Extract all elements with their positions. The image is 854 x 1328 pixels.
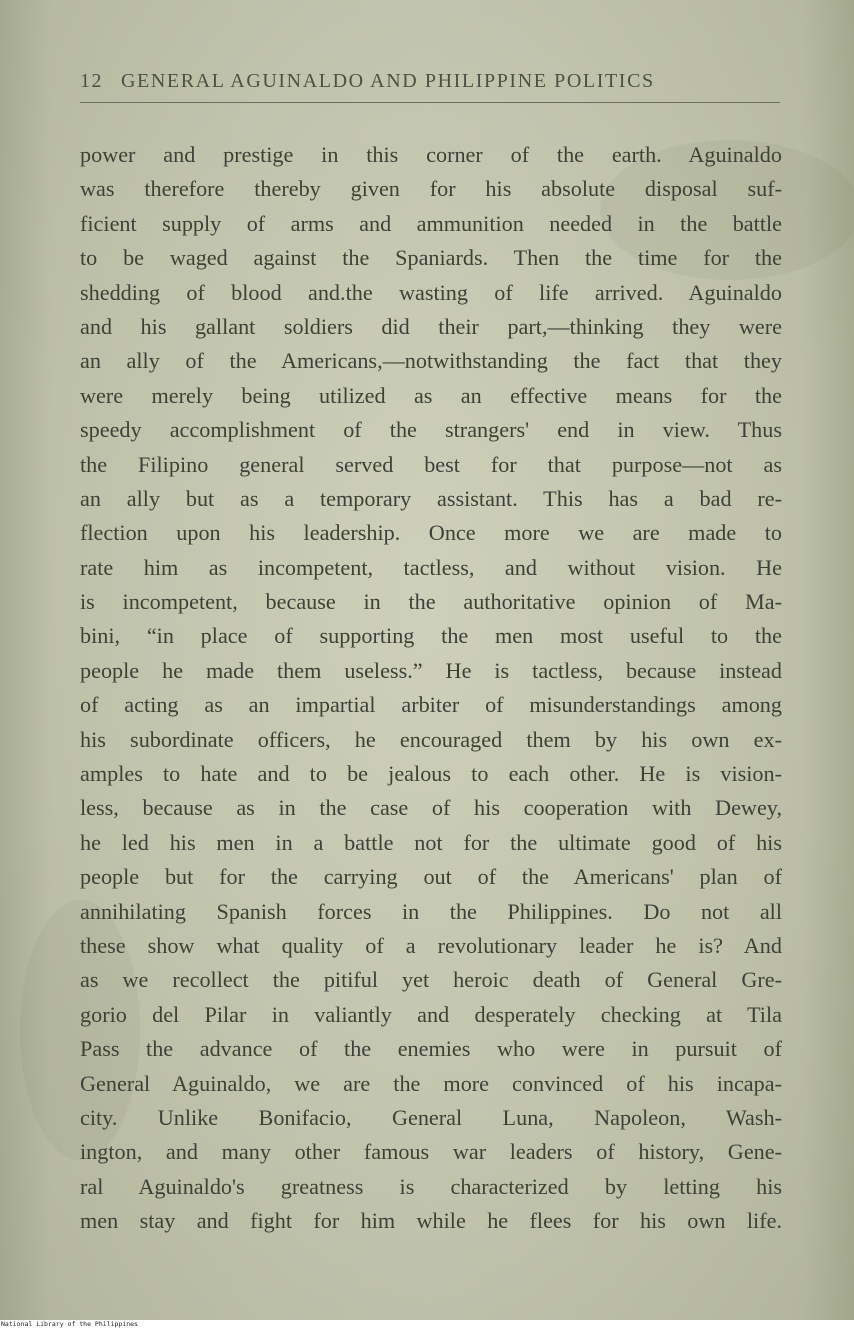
text-line: he led his men in a battle not for the ultimate good of his	[80, 829, 782, 855]
text-line: Pass the advance of the enemies who were in pursuit of	[80, 1036, 782, 1062]
text-line: were merely being utilized as an effective means for the	[80, 382, 782, 408]
running-head-title: GENERAL AGUINALDO AND PHILIPPINE POLITICS	[121, 70, 655, 92]
text-line: these show what quality of a revolutionary leader he is? And	[80, 932, 782, 958]
text-line: rate him as incompetent, tactless, and without vision. He	[80, 554, 782, 580]
text-line: of acting as an impartial arbiter of misunderstandings among	[80, 692, 782, 718]
text-line: his subordinate officers, he encouraged them by his own ex-	[80, 726, 782, 752]
text-line: was therefore thereby given for his absolute disposal suf-	[80, 176, 782, 202]
header-rule	[80, 102, 780, 103]
text-line: city. Unlike Bonifacio, General Luna, Napoleon, Wash-	[80, 1104, 782, 1130]
text-line: people he made them useless.” He is tactless, because instead	[80, 657, 782, 683]
text-line: the Filipino general served best for that purpose—not as	[80, 451, 782, 477]
text-line: less, because as in the case of his cooperation with Dewey,	[80, 795, 782, 821]
text-line: men stay and fight for him while he flees for his own life.	[80, 1208, 782, 1234]
body-text	[80, 138, 782, 1239]
text-line: shedding of blood and.the wasting of life arrived. Aguinaldo	[80, 279, 782, 305]
text-line: General Aguinaldo, we are the more convinced of his incapa-	[80, 1070, 782, 1096]
text-line: gorio del Pilar in valiantly and desperately checking at Tila	[80, 1001, 782, 1027]
text-line: as we recollect the pitiful yet heroic death of General Gre-	[80, 967, 782, 993]
text-line: people but for the carrying out of the Americans' plan of	[80, 864, 782, 890]
text-line: power and prestige in this corner of the earth. Aguinaldo	[80, 142, 782, 167]
text-line: ington, and many other famous war leaders of history, Gene-	[80, 1139, 782, 1165]
text-line: an ally but as a temporary assistant. This has a bad re-	[80, 485, 782, 511]
text-line: to be waged against the Spaniards. Then the time for the	[80, 245, 782, 271]
text-line: flection upon his leadership. Once more we are made to	[80, 520, 782, 546]
running-header	[80, 70, 780, 100]
text-line: and his gallant soldiers did their part,—thinking they were	[80, 313, 782, 339]
text-line: is incompetent, because in the authoritative opinion of Ma-	[80, 589, 782, 615]
text-line: amples to hate and to be jealous to each other. He is vision-	[80, 761, 782, 787]
text-line: an ally of the Americans,—notwithstanding the fact that they	[80, 348, 782, 374]
text-line: ral Aguinaldo's greatness is characterized by letting his	[80, 1173, 782, 1199]
library-credit: National Library of the Philippines	[1, 1320, 138, 1328]
text-line: speedy accomplishment of the strangers' end in view. Thus	[80, 417, 782, 443]
text-line: bini, “in place of supporting the men most useful to the	[80, 623, 782, 649]
text-line: ficient supply of arms and ammunition needed in the battle	[80, 210, 782, 236]
page-number: 12	[80, 70, 103, 92]
text-line: annihilating Spanish forces in the Philippines. Do not all	[80, 898, 782, 924]
footer-bar	[0, 1320, 854, 1328]
